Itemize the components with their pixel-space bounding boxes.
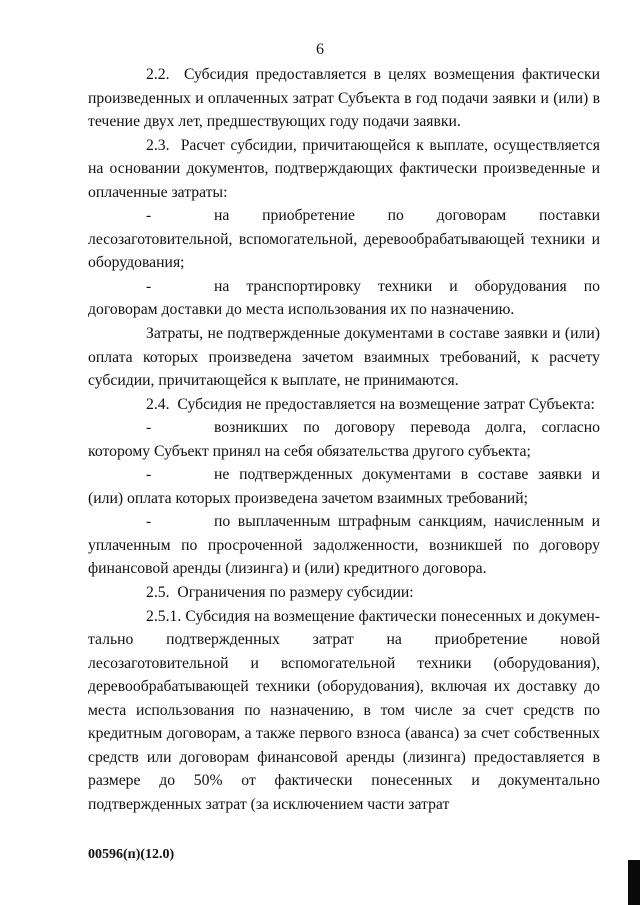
list-dash: - — [146, 466, 152, 484]
document-code: 00596(п)(12.0) — [88, 847, 175, 862]
list-item — [88, 204, 600, 275]
paragraph-2-2: 2.2. Субсидия предоставляется в целях возмещения фактически произведенных и оплаченных затрат Субъекта в год подачи заявки и (или) в течение двух лет, предшествующих году подачи заявки. — [88, 66, 600, 131]
scan-edge-mark — [628, 860, 640, 905]
paragraph-2-4: 2.4. Субсидия не предоставляется на возмещение затрат Субъекта: — [146, 395, 595, 413]
list-item — [88, 416, 600, 463]
list-dash: - — [146, 513, 152, 531]
list-item-text: по выплаченным штрафным санкциям, начисленным и уплаченным по просроченной задолженности, возникшей по договору финансовой аренды (лизинга) и (или) кредитного договора. — [88, 513, 600, 578]
list-dash: - — [146, 277, 152, 295]
paragraph-2-5-1: 2.5.1. Субсидия на возмещение фактически понесенных и документально подтвержденных затрат на приобретение новой лесозаготовительной и вспомогательной техники (оборудования), деревообрабатывающей техники (оборудования), включая их доставку до места использования по назначению, в том числе за счет средств по кредитным договорам, а также первого взноса (аванса) за счет собственных средств или договорам финансовой аренды (лизинга) предоставляется в размере до 50% от фактически понесенных и документально подтвержденных затрат (за исключением части затрат — [88, 607, 600, 813]
list-item-text: на приобретение по договорам поставки лесозаготовительной, вспомогательной, деревообрабатывающей техники и оборудования; — [88, 207, 600, 272]
paragraph-2-3: 2.3. Расчет субсидии, причитающейся к выплате, осуществляется на основании документов, подтверждающих фактически произведенные и оплаченные затраты: — [88, 136, 600, 201]
list-item — [88, 275, 600, 322]
paragraph-expenses-not-accepted: Затраты, не подтвержденные документами в составе заявки и (или) оплата которых произведена зачетом взаимных требований, к расчету субсидии, причитающейся к выплате, не принимаются. — [88, 325, 600, 390]
paragraph-2-5: 2.5. Ограничения по размеру субсидии: — [146, 584, 414, 602]
list-item-text: не подтвержденных документами в составе заявки и (или) оплата которых произведена зачетом взаимных требований; — [88, 466, 600, 507]
list-dash: - — [146, 207, 152, 225]
document-body — [88, 63, 600, 817]
list-item — [88, 510, 600, 581]
list-item-text: возникших по договору перевода долга, согласно которому Субъект принял на себя обязательства другого субъекта; — [88, 419, 600, 460]
list-dash: - — [146, 419, 152, 437]
page-number: 6 — [316, 41, 324, 58]
list-item-text: на транспортировку техники и оборудования по договорам доставки до места использования их по назначению. — [88, 277, 600, 319]
list-item — [88, 463, 600, 510]
